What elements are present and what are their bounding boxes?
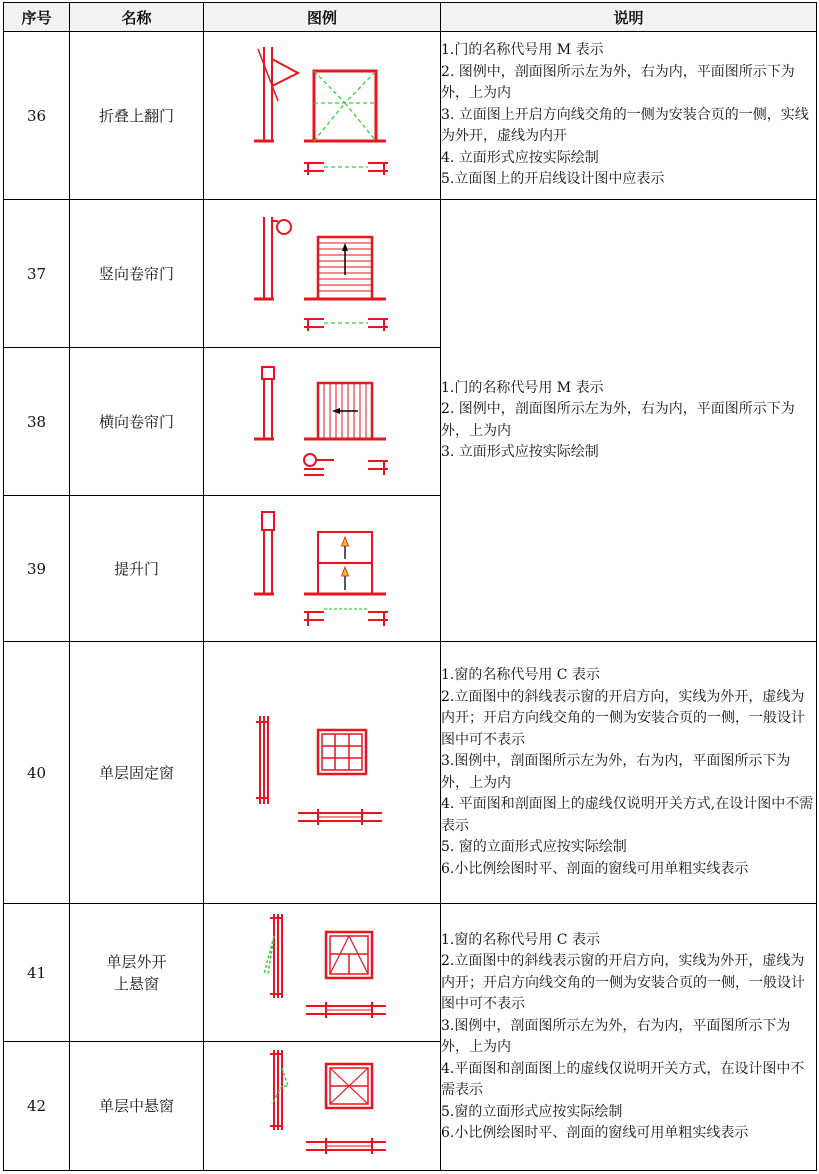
row-num: 39: [4, 496, 70, 642]
row-name: [70, 904, 204, 1042]
desc-line: 5.窗的立面形式应按实际绘制: [441, 1103, 623, 1120]
table-row: [4, 200, 817, 348]
figure-cell: [204, 200, 441, 348]
desc-line: 5.立面图上的开启线设计图中应表示: [441, 171, 665, 188]
table-row: [4, 32, 817, 200]
desc-line: 2. 图例中，剖面图所示左为外，右为内，平面图所示下为外，上为内: [441, 401, 795, 439]
legend-table: [3, 2, 817, 1171]
desc-line: 3.图例中，剖面图所示左为外，右为内，平面图所示下为外，上为内: [441, 1017, 791, 1055]
row-name-line: 单层外开: [106, 952, 167, 971]
figure-cell: [204, 904, 441, 1042]
desc-line: 4. 立面形式应按实际绘制: [441, 149, 599, 166]
row-num: 41: [4, 904, 70, 1042]
figure-cell: [204, 348, 441, 496]
desc-line: 2. 图例中，剖面图所示左为外，右为内，平面图所示下为外，上为内: [441, 63, 795, 102]
desc-line: 4.平面图和剖面图上的虚线仅说明开关方式，在设计图中不需表示: [441, 1060, 805, 1098]
desc-line: 1.窗的名称代号用 C 表示: [441, 667, 600, 683]
figure-cell: [204, 496, 441, 642]
desc-line: 1.门的名称代号用 M 表示: [441, 379, 604, 396]
row-name: 单层固定窗: [70, 642, 204, 904]
single-center-pivot-window-symbol: [242, 1046, 402, 1166]
row-name: 横向卷帘门: [70, 348, 204, 496]
row-num: 36: [4, 32, 70, 200]
row-num: 40: [4, 642, 70, 904]
desc-line: 1.窗的名称代号用 C 表示: [441, 931, 600, 948]
table-row: [4, 642, 817, 904]
desc-line: 3. 立面图上开启方向线交角的一侧为安装合页的一侧，实线为外开，虚线为内开: [441, 106, 809, 145]
row-name-line: 上悬窗: [113, 974, 159, 993]
figure-cell: [204, 1042, 441, 1171]
row-num: 38: [4, 348, 70, 496]
desc-line: 6.小比例绘图时平、剖面的窗线可用单粗实线表示: [441, 1125, 749, 1141]
description-group-4: [441, 904, 817, 1171]
figure-cell: [204, 642, 441, 904]
table-row: [4, 904, 817, 1042]
description-group-1: [441, 32, 817, 200]
single-top-hung-window-symbol: [242, 910, 402, 1035]
desc-line: 4. 平面图和剖面图上的虚线仅说明开关方式,在设计图中不需表示: [441, 796, 814, 834]
horizontal-rolling-shutter-door-symbol: [242, 357, 402, 487]
row-name: 竖向卷帘门: [70, 200, 204, 348]
header-name: 名称: [70, 3, 204, 32]
desc-line: 5. 窗的立面形式应按实际绘制: [441, 839, 627, 855]
header-desc: 说明: [441, 3, 817, 32]
lift-door-symbol: [242, 504, 402, 634]
description-group-2: [441, 200, 817, 642]
figure-cell: [204, 32, 441, 200]
header-num: 序号: [4, 3, 70, 32]
row-num: 42: [4, 1042, 70, 1171]
row-name: 提升门: [70, 496, 204, 642]
header-row: [4, 3, 817, 32]
desc-line: 3. 立面形式应按实际绘制: [441, 444, 599, 460]
header-figure: 图例: [204, 3, 441, 32]
row-num: 37: [4, 200, 70, 348]
row-name: 单层中悬窗: [70, 1042, 204, 1171]
desc-line: 2.立面图中的斜线表示窗的开启方向，实线为外开，虚线为内开；开启方向线交角的一侧为安装合页的一侧，一般设计图中可不表示: [441, 688, 805, 748]
desc-line: 2.立面图中的斜线表示窗的开启方向，实线为外开，虚线为内开；开启方向线交角的一侧为安装合页的一侧，一般设计图中可不表示: [441, 953, 805, 1012]
desc-line: 6.小比例绘图时平、剖面的窗线可用单粗实线表示: [441, 860, 749, 877]
description-group-3: [441, 642, 817, 904]
folding-overhead-door-symbol: [242, 41, 402, 191]
vertical-rolling-shutter-door-symbol: [242, 209, 402, 339]
row-name: 折叠上翻门: [70, 32, 204, 200]
desc-line: 3.图例中，剖面图所示左为外，右为内，平面图所示下为外，上为内: [441, 753, 791, 791]
single-fixed-window-symbol: [242, 708, 402, 838]
desc-line: 1.门的名称代号用 M 表示: [441, 42, 604, 59]
